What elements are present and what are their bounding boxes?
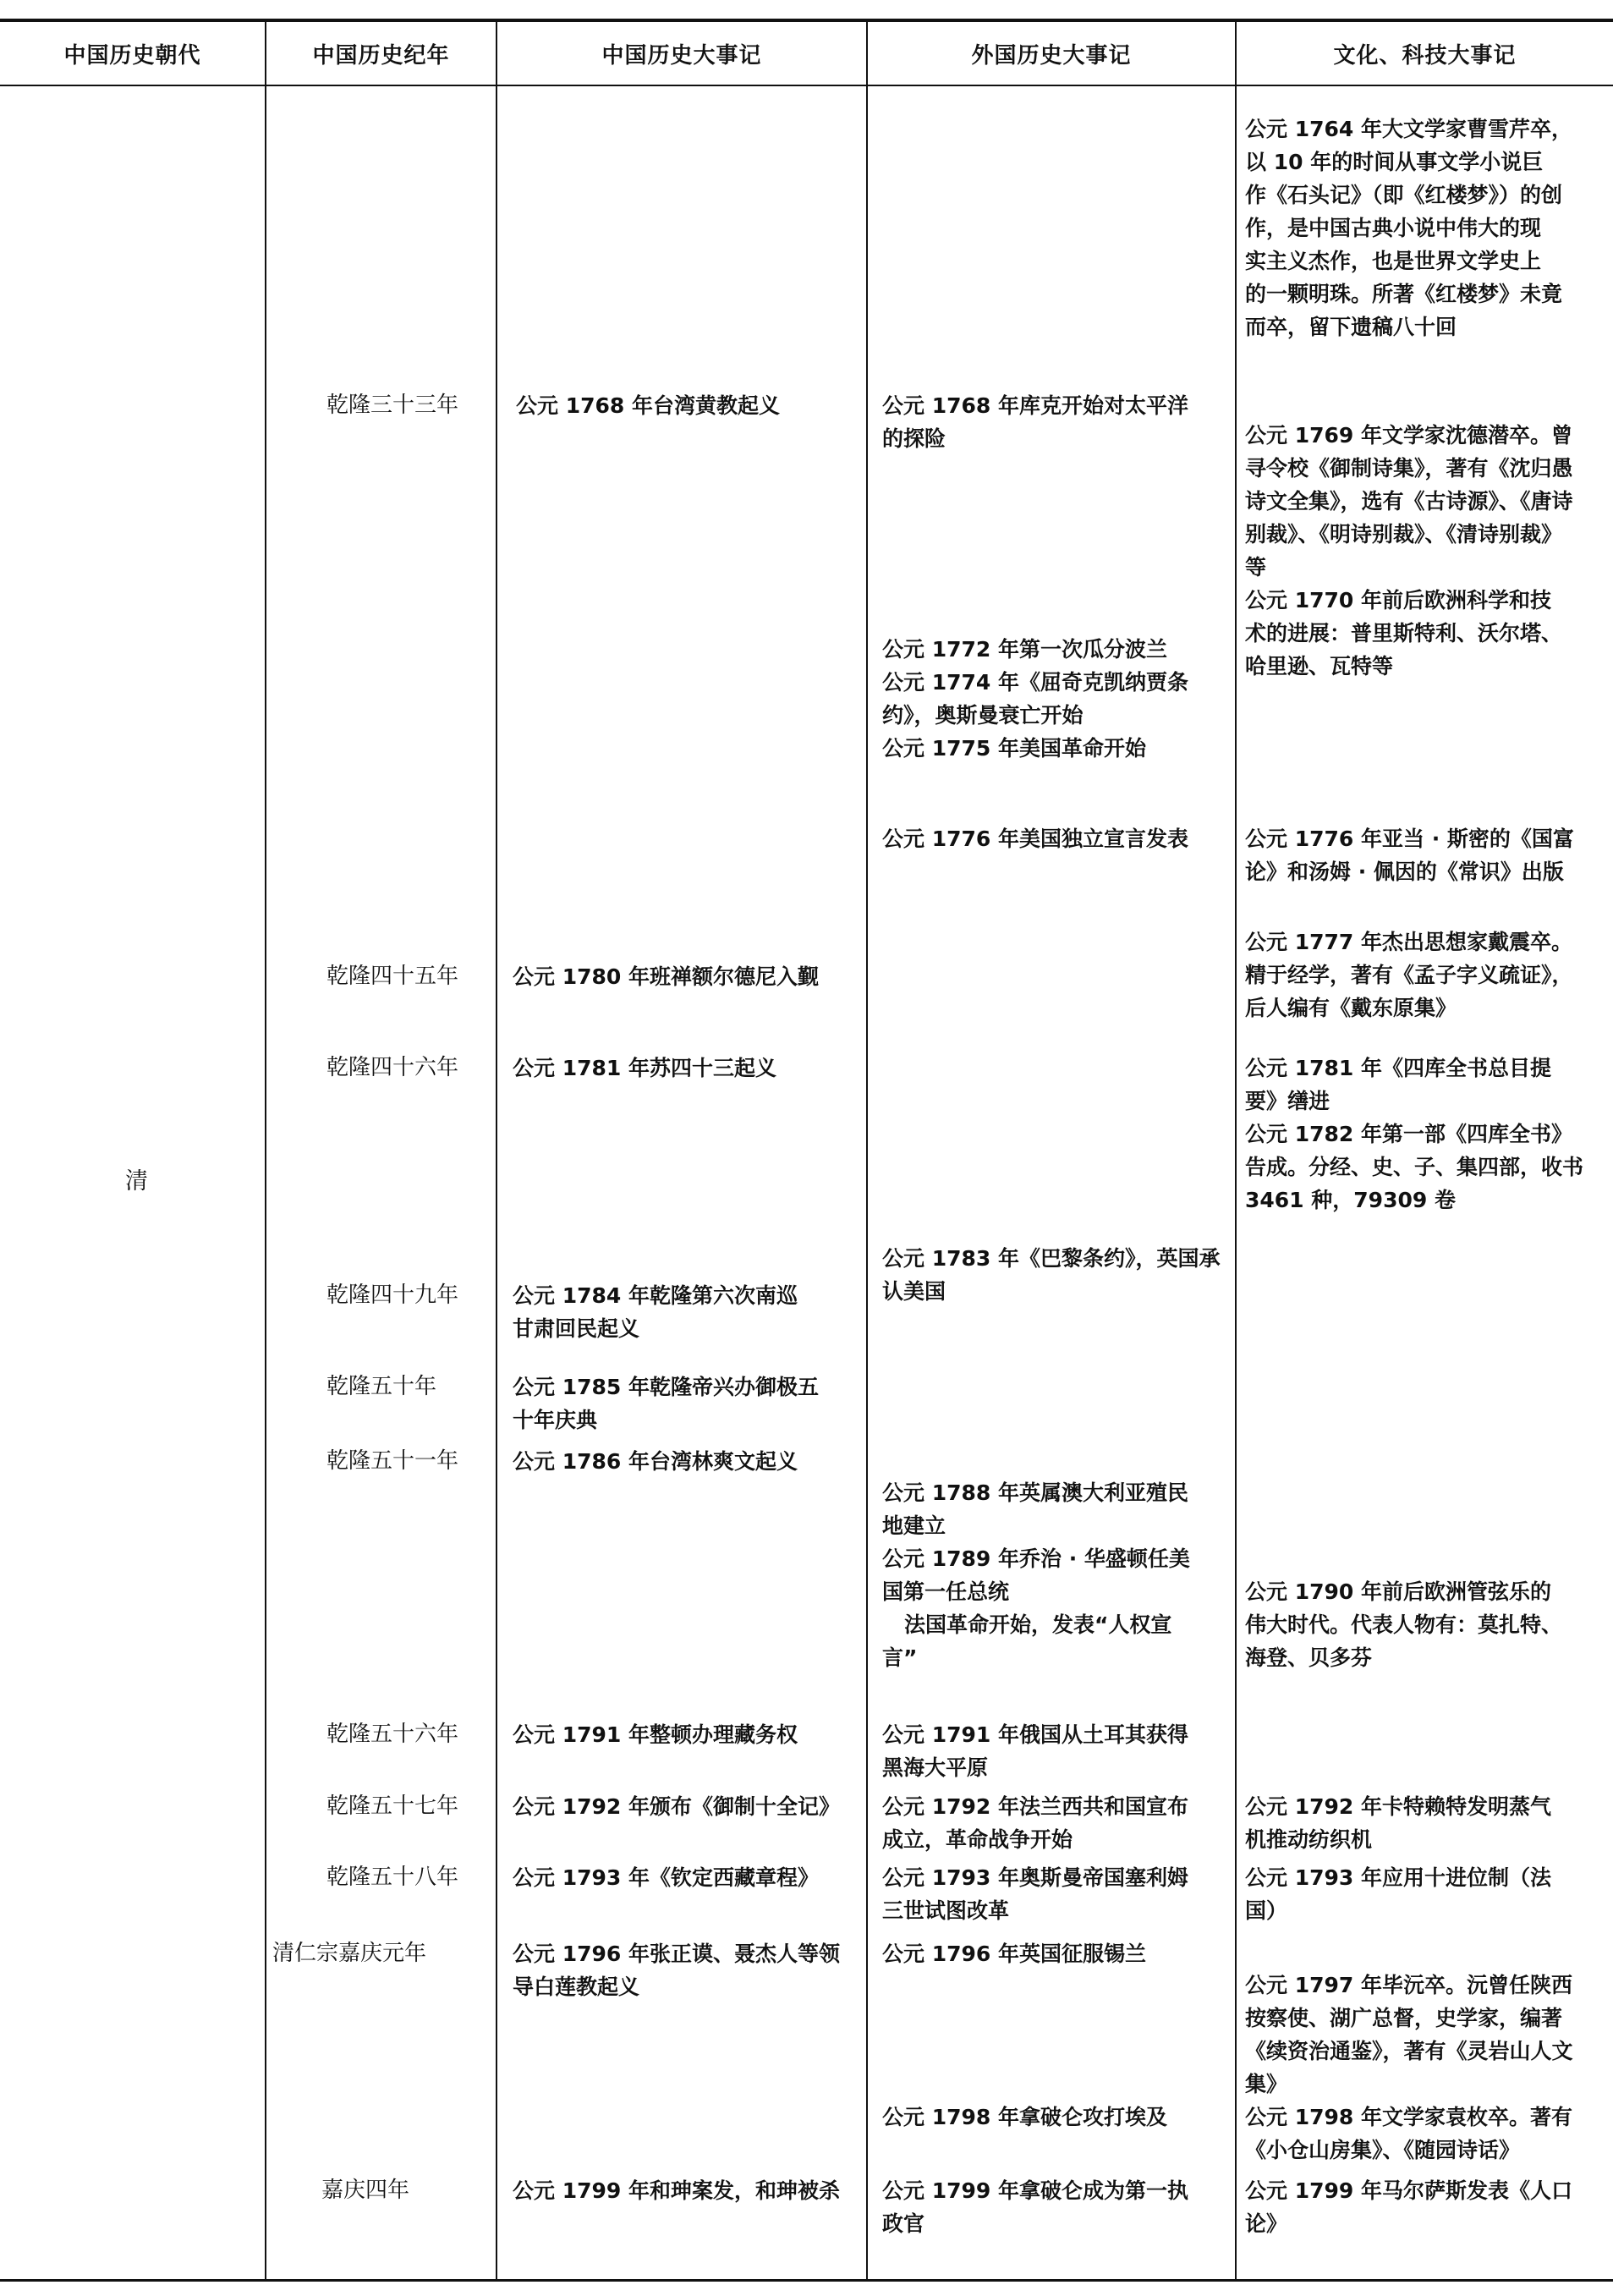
foreign-event: 公元 1793 年奥斯曼帝国塞利姆 三世试图改革: [882, 1865, 1188, 1923]
foreign-event: 公元 1772 年第一次瓜分波兰 公元 1774 年《屈奇克凯纳贾条 约》，奥斯曼衰亡开始 公元 1775 年美国革命开始: [882, 637, 1188, 761]
culture-event: 公元 1799 年马尔萨斯发表《人口 论》: [1245, 2178, 1572, 2236]
table-bottom-rule: [0, 2279, 1613, 2282]
reign-year: 乾隆五十八年: [326, 1865, 459, 1890]
china-event: 公元 1791 年整顿办理藏务权: [513, 1722, 798, 1747]
foreign-event: 公元 1792 年法兰西共和国宣布 成立，革命战争开始: [882, 1794, 1188, 1852]
foreign-event: 公元 1768 年库克开始对太平洋 的探险: [882, 393, 1188, 451]
reign-year: 乾隆三十三年: [326, 393, 459, 418]
table-top-rule: [0, 19, 1613, 22]
china-event: 公元 1796 年张正谟、聂杰人等领 导白莲教起义: [513, 1942, 840, 1999]
header-culture: 文化、科技大事记: [1333, 42, 1517, 69]
china-event: 公元 1781 年苏四十三起义: [513, 1056, 776, 1080]
foreign-event: 法国革命开始，发表“人权宣 言”: [882, 1612, 1172, 1670]
foreign-event: 公元 1796 年英国征服锡兰: [882, 1942, 1146, 1966]
foreign-event: 公元 1788 年英属澳大利亚殖民 地建立 公元 1789 年乔治 · 华盛顿任美 国第一任总统: [882, 1480, 1190, 1604]
culture-event: 公元 1797 年毕沅卒。沅曾任陕西 按察使、湖广总督，史学家，编著 《续资治通鉴》，著有《灵岩山人文 集》 公元 1798 年文学家袁枚卒。著有 《小仓山房集》、《随园诗话》: [1245, 1973, 1573, 2162]
reign-year: 乾隆四十五年: [326, 964, 459, 989]
reign-year: 乾隆五十七年: [326, 1793, 459, 1819]
china-event: 公元 1786 年台湾林爽文起义: [513, 1449, 798, 1474]
dynasty-name: 清: [125, 1168, 148, 1195]
reign-year: 清仁宗嘉庆元年: [272, 1941, 427, 1966]
china-event: 公元 1785 年乾隆帝兴办御极五 十年庆典: [513, 1375, 819, 1432]
china-event: 公元 1793 年《钦定西藏章程》: [513, 1865, 819, 1890]
column-divider-3: [866, 19, 868, 2282]
reign-year: 嘉庆四年: [321, 2178, 410, 2203]
column-divider-1: [265, 19, 266, 2282]
foreign-event: 公元 1798 年拿破仑攻打埃及: [882, 2105, 1167, 2129]
culture-event: 公元 1781 年《四库全书总目提 要》缮进 公元 1782 年第一部《四库全书》 告成。分经、史、子、集四部，收书 3461 种，79309 卷: [1245, 1056, 1584, 1212]
culture-event: 公元 1790 年前后欧洲管弦乐的 伟大时代。代表人物有：莫扎特、 海登、贝多芬: [1245, 1579, 1563, 1670]
culture-event: 公元 1793 年应用十进位制（法 国）: [1245, 1865, 1551, 1923]
foreign-event: 公元 1776 年美国独立宣言发表: [882, 827, 1188, 851]
reign-year: 乾隆四十九年: [326, 1283, 459, 1308]
culture-event: 公元 1792 年卡特赖特发明蒸气 机推动纺织机: [1245, 1794, 1551, 1852]
header-china-events: 中国历史大事记: [601, 42, 762, 69]
china-event: 公元 1799 年和珅案发，和珅被杀: [513, 2178, 840, 2203]
culture-event: 公元 1776 年亚当 · 斯密的《国富 论》和汤姆 · 佩因的《常识》出版: [1245, 827, 1574, 884]
foreign-event: 公元 1799 年拿破仑成为第一执 政官: [882, 2178, 1188, 2236]
header-dynasty: 中国历史朝代: [63, 42, 201, 69]
header-bottom-rule: [0, 85, 1613, 86]
culture-event: 公元 1777 年杰出思想家戴震卒。 精于经学，著有《孟子字义疏证》， 后人编有《戴东原集》: [1245, 930, 1573, 1020]
header-reign: 中国历史纪年: [312, 42, 450, 69]
culture-event: 公元 1769 年文学家沈德潜卒。曾 寻令校《御制诗集》，著有《沈归愚 诗文全集》，选有《古诗源》、《唐诗 别裁》、《明诗别裁》、《清诗别裁》 等 公元 1770 年前后欧洲科学和技 术的进展：普里斯特利、沃尔塔、 哈里逊、瓦特等: [1245, 423, 1573, 678]
column-divider-2: [496, 19, 497, 2282]
foreign-event: 公元 1783 年《巴黎条约》，英国承 认美国: [882, 1246, 1221, 1304]
foreign-event: 公元 1791 年俄国从土耳其获得 黑海大平原: [882, 1722, 1188, 1780]
reign-year: 乾隆五十六年: [326, 1722, 459, 1747]
column-divider-4: [1235, 19, 1237, 2282]
reign-year: 乾隆五十一年: [326, 1448, 459, 1474]
reign-year: 乾隆四十六年: [326, 1055, 459, 1080]
header-foreign-events: 外国历史大事记: [971, 42, 1132, 69]
china-event: 公元 1784 年乾隆第六次南巡 甘肃回民起义: [513, 1283, 798, 1341]
culture-event: 公元 1764 年大文学家曹雪芹卒， 以 10 年的时间从事文学小说巨 作《石头记》（即《红楼梦》）的创 作，是中国古典小说中伟大的现 实主义杰作，也是世界文学史上 的一颗明珠。所著《红楼梦》未竟 而卒，留下遗稿八十回: [1245, 117, 1572, 339]
china-event: 公元 1780 年班禅额尔德尼入觐: [513, 964, 819, 989]
china-event: 公元 1768 年台湾黄教起义: [516, 393, 780, 418]
reign-year: 乾隆五十年: [326, 1374, 437, 1399]
china-event: 公元 1792 年颁布《御制十全记》: [513, 1794, 840, 1819]
